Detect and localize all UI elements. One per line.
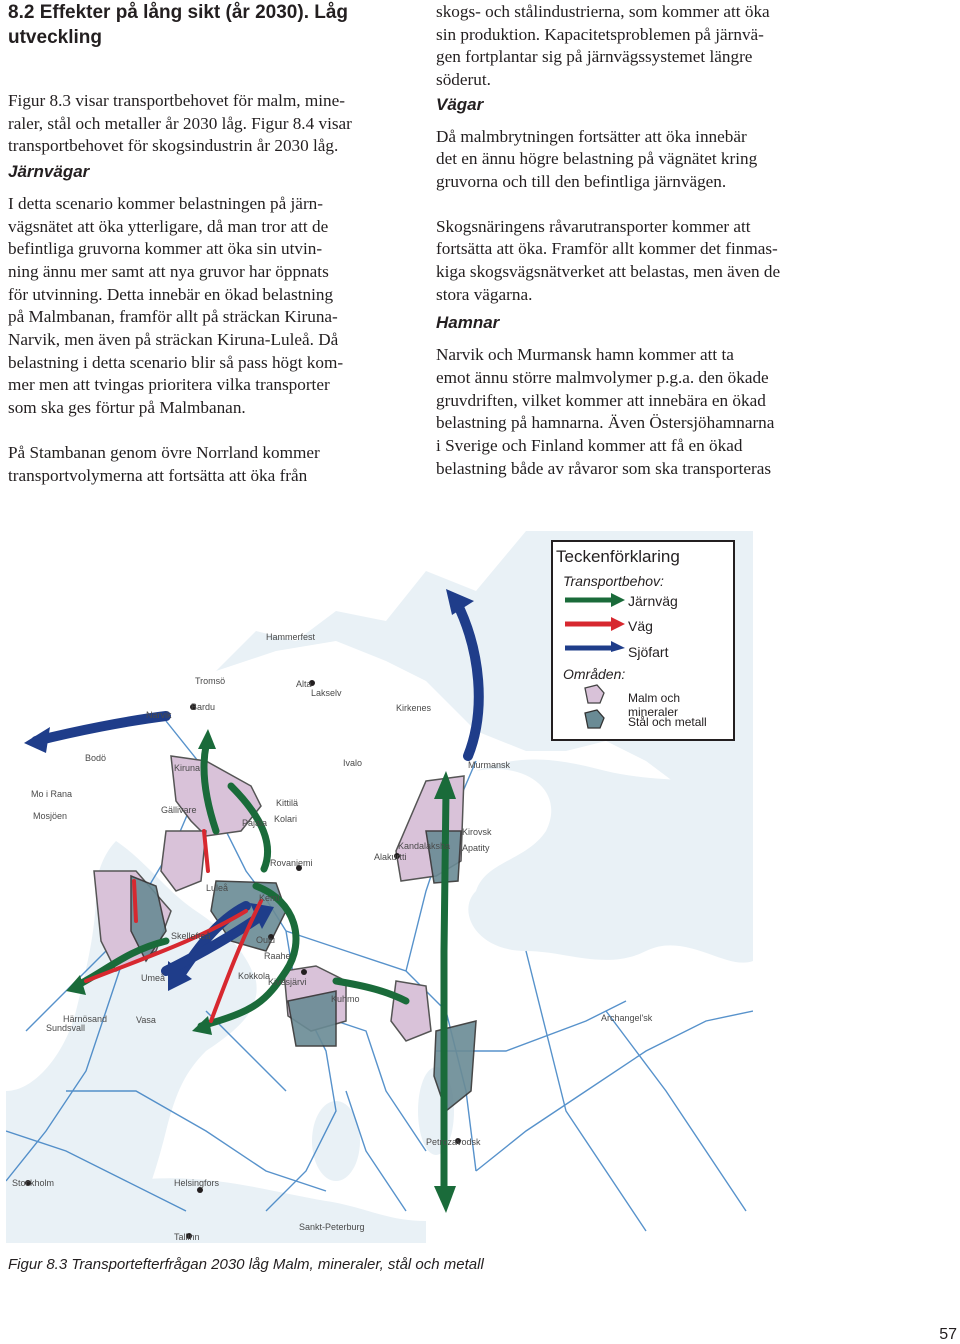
paragraph-line: i Sverige och Finland kommer att få en ökad bbox=[436, 435, 743, 455]
city-rovaniemi: Rovaniemi bbox=[270, 858, 313, 868]
figure-caption: Figur 8.3 Transportefterfrågan 2030 låg Malm, mineraler, stål och metall bbox=[8, 1256, 484, 1273]
ports-paragraph bbox=[436, 344, 856, 480]
paragraph-line: vägsnätet att öka ytterligare, då man tror att de bbox=[8, 216, 329, 236]
city-sankt-peterburg: Sankt-Peterburg bbox=[299, 1222, 365, 1232]
paragraph-line: belastning både av råvaror som ska transporteras bbox=[436, 458, 772, 478]
city-kirovsk: Kirovsk bbox=[462, 827, 492, 837]
city-alta: Alta bbox=[296, 679, 312, 689]
paragraph-line: på Malmbanan, framför allt på sträckan Kiruna- bbox=[8, 307, 338, 327]
ports-heading: Hamnar bbox=[436, 313, 500, 333]
city-alakurtti: Alakurtti bbox=[374, 852, 407, 862]
city-ivalo: Ivalo bbox=[343, 758, 363, 768]
city-gallivare: Gällivare bbox=[161, 805, 197, 815]
paragraph-line: för utvinning. Detta innebär en ökad belastning bbox=[8, 284, 334, 304]
paragraph-line: Narvik och Murmansk hamn kommer att ta bbox=[436, 345, 734, 365]
legend-area-swatches bbox=[583, 684, 607, 732]
railways-paragraph bbox=[8, 193, 418, 420]
paragraph-line: Skogsnäringens råvarutransporter kommer att bbox=[436, 216, 751, 236]
legend-transport-label: Transportbehov: bbox=[563, 573, 664, 589]
city-mosjoen: Mosjöen bbox=[33, 811, 68, 821]
paragraph-line: belastning i detta scenario blir så pass högt kom- bbox=[8, 352, 344, 372]
city-kokkola: Kokkola bbox=[238, 971, 271, 981]
city-harnosand: Härnösand bbox=[63, 1014, 108, 1024]
paragraph-line: Narvik, men även på sträckan Kiruna-Luleå. Då bbox=[8, 330, 339, 350]
city-raahe: Raahe bbox=[264, 951, 291, 961]
paragraph-line: befintliga gruvorna kommer att öka sin utvin- bbox=[8, 239, 323, 259]
city-kiruna: Kiruna bbox=[174, 763, 201, 773]
paragraph-line: fortsätta att öka. Framför allt kommer det finmas- bbox=[436, 239, 778, 259]
paragraph-line: gruvdriften, vilket kommer att innebära en ökad bbox=[436, 390, 766, 410]
paragraph-line: skogs- och stålindustrierna, som kommer att öka bbox=[436, 2, 770, 21]
city-kivesjarvi: Kivesjärvi bbox=[268, 977, 307, 987]
paragraph-line: ning ännu mer samt att nya gruvor har öppnats bbox=[8, 261, 329, 281]
right-column bbox=[436, 1, 856, 480]
intro-line-3: transportbehovet för skogsindustrin år 2030 låg. bbox=[8, 136, 339, 156]
city-stockholm: Stockholm bbox=[12, 1178, 55, 1188]
city-tallinn: Tallinn bbox=[174, 1232, 200, 1242]
city-kemi: Kemi bbox=[259, 893, 280, 903]
rail-arrow-kola bbox=[444, 791, 446, 1191]
paragraph-line: gen fortplantar sig på järnvägssystemet längre bbox=[436, 47, 753, 67]
railways-heading: Järnvägar bbox=[8, 162, 90, 182]
city-murmansk: Murmansk bbox=[468, 760, 511, 770]
paragraph-line: söderut. bbox=[436, 70, 491, 90]
city-skelleftea: Skellefteå bbox=[171, 931, 211, 941]
road-arrow-skelleftea bbox=[134, 881, 136, 921]
paragraph-line: belastning på hamnarna. Även Östersjöhamnarna bbox=[436, 413, 775, 433]
paragraph-line: Då malmbrytningen fortsätter att öka innebär bbox=[436, 126, 747, 146]
city-mo-i-rana: Mo i Rana bbox=[31, 789, 73, 799]
roads-heading: Vägar bbox=[436, 94, 484, 114]
legend-steel: Stål och metall bbox=[628, 715, 707, 729]
legend-ore: Malm och mineraler bbox=[628, 691, 681, 719]
city-petrozavodsk: Petrozavodsk bbox=[426, 1137, 481, 1147]
city-bodo: Bodö bbox=[85, 753, 107, 763]
city-kuhmo: Kuhmo bbox=[331, 994, 360, 1004]
legend-road: Väg bbox=[628, 618, 653, 634]
paragraph-line: transportvolymerna att fortsätta att öka från bbox=[8, 465, 308, 485]
section-heading-line2: utveckling bbox=[8, 27, 102, 48]
industry-paragraph bbox=[436, 1, 856, 92]
stambanan-paragraph bbox=[8, 442, 418, 487]
city-vaasa: Vasa bbox=[136, 1015, 156, 1025]
paragraph-line: som ska ges förtur på Malmbanan. bbox=[8, 398, 246, 418]
city-bardu: Bardu bbox=[191, 702, 216, 712]
map-legend bbox=[551, 540, 735, 741]
city-archangelsk: Archangel'sk bbox=[601, 1013, 653, 1023]
city-umea: Umeå bbox=[141, 973, 166, 983]
section-heading-line1: 8.2 Effekter på lång sikt (år 2030). Låg bbox=[8, 2, 349, 23]
city-helsingfors: Helsingfors bbox=[174, 1178, 220, 1188]
paragraph-line: I detta scenario kommer belastningen på järn- bbox=[8, 193, 323, 213]
city-kolari: Kolari bbox=[274, 814, 298, 824]
city-sundsvall: Sundsvall bbox=[46, 1023, 86, 1033]
city-tromso: Tromsö bbox=[195, 676, 226, 686]
page-number: 57 bbox=[939, 1326, 957, 1343]
paragraph-line: stora vägarna. bbox=[436, 284, 533, 304]
roads-paragraph-2 bbox=[436, 216, 856, 307]
city-kirkenes: Kirkenes bbox=[396, 703, 432, 713]
paragraph-line: det en ännu högre belastning på vägnätet kring bbox=[436, 149, 758, 169]
paragraph-line: På Stambanan genom övre Norrland kommer bbox=[8, 442, 320, 462]
roads-paragraph-1 bbox=[436, 126, 856, 194]
city-hammerfest: Hammerfest bbox=[266, 632, 316, 642]
city-kittila: Kittilä bbox=[276, 798, 299, 808]
legend-sea: Sjöfart bbox=[628, 644, 669, 660]
city-narvik: Narvik bbox=[146, 710, 172, 720]
paragraph-line: sin produktion. Kapacitetsproblemen på järnvä- bbox=[436, 24, 764, 44]
paragraph-line: gruvorna och till den befintliga järnvägen. bbox=[436, 171, 727, 191]
city-oulu: Oulu bbox=[256, 935, 276, 945]
paragraph-line: mer men att tvingas prioritera vilka transporter bbox=[8, 375, 330, 395]
intro-line-2: raler, stål och metaller år 2030 låg. Figur 8.4 visar bbox=[8, 113, 352, 133]
intro-line-1: Figur 8.3 visar transportbehovet för malm, mine- bbox=[8, 91, 345, 110]
legend-rail: Järnväg bbox=[628, 593, 678, 609]
section-heading bbox=[8, 0, 408, 50]
legend-title: Teckenförklaring bbox=[556, 547, 680, 566]
legend-arrows bbox=[561, 590, 627, 652]
city-apatity: Apatity bbox=[462, 843, 490, 853]
paragraph-line: kiga skogsvägsnätverket att belastas, men även de bbox=[436, 262, 781, 282]
city-lakselv: Lakselv bbox=[311, 688, 342, 698]
city-kandalaksha: Kandalaksha bbox=[398, 841, 451, 851]
legend-areas-label: Områden: bbox=[563, 666, 626, 682]
paragraph-line: emot ännu större malmvolymer p.g.a. den ökade bbox=[436, 367, 769, 387]
steel-area-kuhmo bbox=[288, 991, 336, 1046]
city-lulea: Luleå bbox=[206, 883, 229, 893]
city-pajala: Pajala bbox=[242, 818, 268, 828]
left-column bbox=[8, 90, 418, 487]
